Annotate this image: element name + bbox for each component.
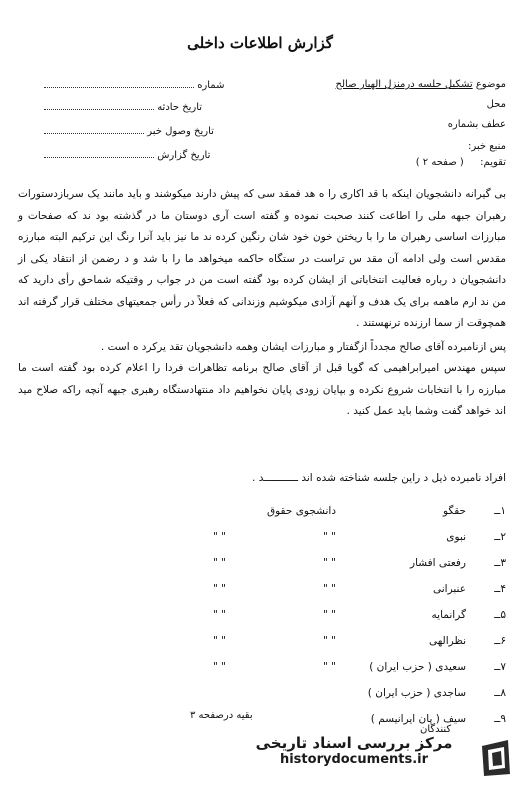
attendee-row	[26, 498, 506, 524]
number-label: شماره	[197, 80, 225, 91]
event-date-label: تاریخ حادثه	[157, 102, 203, 113]
number-dots	[44, 78, 194, 88]
attachment-label: تقویم:	[480, 157, 506, 168]
archive-watermark	[232, 734, 476, 778]
source-row	[468, 140, 506, 154]
report-date-row	[44, 148, 210, 163]
attendee-row	[26, 550, 506, 576]
paragraph-1: بی گیرانه دانشجویان اینکه با قد اکاری را ه هد فمقد سی که پیش دارند میکوشند و باید مانند یک سربازدستورات رهبران جبهه ملی را اطاعت کنند صحبت نموده و گفته است آری دوستان ما در گذشته بود ند که صفحات و مبارزات اساسی رهبران ما را با ریختن خون خود شان رنگین کرده ند ما نیز باید آنرا رنگ این ترکیم البته مبارزه مقدس است ولی ادامه آن مقد س تراست در ستگاه حاکمه میخواهد ما را با شد و د رضمن از انتقاد یکی از دانشجویان د رباره فعالیت انتخاباتی از ایشان کرده بود گفته است من در جواب ر وقتیکه شماحق رأی دارید که من ند ارم ماهمه برای یک هدف و آنهم آزادی میکوشیم وزندانی که فعلاً در رأس جمعیتهای مختلف قرار گرفته اند همچوقت از سما ارزنده ترنهستند .	[18, 188, 506, 329]
place-row	[487, 98, 506, 112]
attendee-ditto: " "	[213, 609, 226, 621]
attendee-status: " "	[323, 557, 336, 569]
attendee-number: ۶ــ	[494, 635, 506, 647]
attendee-name: نظرالهی	[428, 635, 466, 647]
event-date-dots	[44, 100, 154, 110]
subject-value: تشکیل جلسه درمنزل الهیار صالح	[335, 79, 473, 90]
event-date-row	[44, 100, 202, 115]
page-indicator: ( صفحه ۲ )	[415, 157, 464, 168]
watermark-title: مرکز بررسی اسناد تاریخی	[255, 734, 453, 752]
report-date-dots	[44, 148, 154, 158]
attendee-name: عنبرانی	[433, 583, 466, 595]
attendee-row	[26, 524, 506, 550]
attendee-number: ۳ــ	[494, 557, 506, 569]
receipt-date-label: تاریخ وصول خبر	[147, 126, 214, 137]
subject-row	[336, 78, 506, 92]
attendee-status: " "	[323, 531, 336, 543]
attendee-ditto	[26, 498, 226, 524]
paragraph-2: پس ازنامبرده آقای صالح مجدداً ازگفتار و مبارزات ایشان وهمه دانشجویان تقد یرکرد ه است .	[100, 340, 506, 353]
attachment-row	[416, 156, 506, 170]
attendee-row	[26, 680, 506, 706]
attendee-status: " "	[323, 609, 336, 621]
attendee-ditto: " "	[213, 557, 226, 569]
attendee-row	[26, 576, 506, 602]
attendee-status	[226, 680, 336, 706]
reference-row	[448, 118, 506, 132]
attendee-row	[26, 654, 506, 680]
attendee-ditto	[26, 680, 226, 706]
attendee-name: نبوی	[446, 531, 466, 543]
attendees-intro: افراد نامبرده ذیل د راین جلسه شناخته شده اند ـــــــــــد .	[252, 472, 506, 484]
receipt-date-dots	[44, 124, 144, 134]
report-body	[18, 184, 506, 423]
attendee-status: " "	[323, 583, 336, 595]
attendee-number: ۹ــ	[494, 713, 506, 725]
paragraph-3: سپس مهندس امیرابراهیمی که گویا قبل از آقای صالح برنامه تظاهرات فردا را اعلام کرده بود گفته است ما مبارزه را با انتخابات شروع نکرده و بپایان زودی پایان نخواهیم داد منتهادستگاه رهبری جبهه آنچه راکه صلاح مید اند خواهد گفت وشما باید عمل کنید .	[18, 362, 506, 417]
attendee-name: ساجدی ( حزب ایران )	[367, 687, 466, 699]
watermark-url: historydocuments.ir	[279, 752, 429, 767]
report-date-label: تاریخ گزارش	[157, 150, 211, 161]
attendee-row	[26, 602, 506, 628]
attendee-ditto: " "	[213, 661, 226, 673]
attendee-number: ۷ــ	[494, 661, 506, 673]
archive-logo-icon	[478, 738, 514, 778]
attendee-number: ۵ــ	[494, 609, 506, 621]
attendee-name: سیف ( پان ایرانیسم )	[370, 713, 466, 725]
reference-label: عطف بشماره	[447, 119, 506, 130]
attendee-status: دانشجوی حقوق	[266, 505, 336, 517]
number-row	[44, 78, 224, 93]
source-label: منبع خبر:	[468, 141, 506, 152]
attendee-number: ۱ــ	[494, 505, 506, 517]
attendee-name: رفعتی افشار	[410, 557, 466, 569]
attendee-number: ۸ــ	[494, 687, 506, 699]
attendee-ditto: " "	[213, 583, 226, 595]
attendee-name: گرانمایه	[431, 609, 466, 621]
attendee-number: ۲ــ	[494, 531, 506, 543]
attendee-ditto: " "	[213, 635, 226, 647]
attendee-name: سعیدی ( حزب ایران )	[369, 661, 466, 673]
place-label: محل	[486, 99, 506, 110]
receipt-date-row	[44, 124, 214, 139]
attendee-name: حقگو	[442, 505, 466, 517]
attendee-ditto: " "	[213, 531, 226, 543]
continued-note: بقیه درصفحه ۳	[190, 710, 253, 721]
attendee-row	[26, 628, 506, 654]
attendee-status: " "	[323, 661, 336, 673]
attendee-number: ۴ــ	[494, 583, 506, 595]
document-title: گزارش اطلاعات داخلی	[187, 34, 333, 52]
attendee-status: " "	[323, 635, 336, 647]
attendees-list	[26, 498, 506, 732]
footer-word: کنندگان	[420, 724, 452, 735]
subject-label: موضوع	[475, 79, 506, 90]
